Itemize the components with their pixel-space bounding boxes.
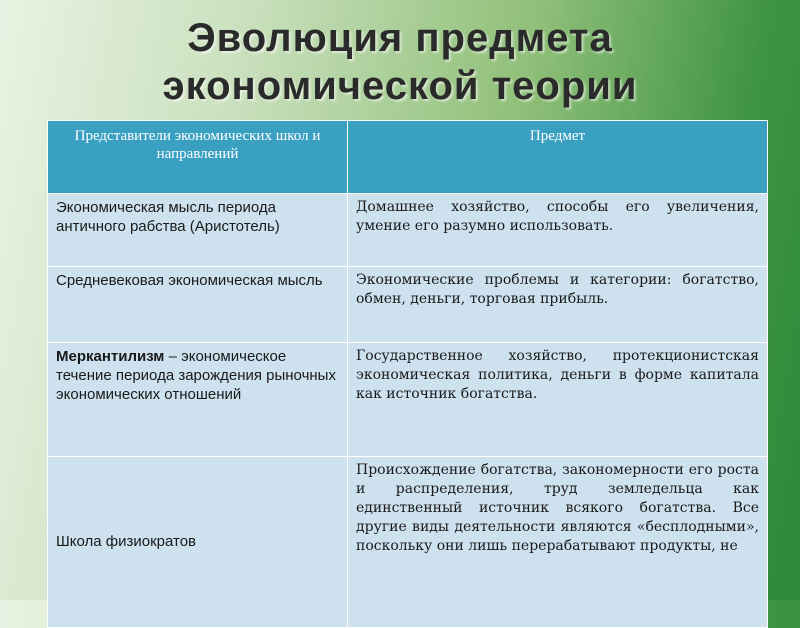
- table-header-row: [48, 121, 768, 194]
- subject-cell: Происхождение богатства, закономерности его роста и распределения, труд земледельца как единственный источник всякого богатства. Все другие виды деятельности являются «бесплодными», поскольку они лишь перерабатывают продукты, не: [348, 457, 768, 628]
- school-cell: Школа физиократов: [48, 457, 348, 628]
- table-row: [48, 267, 768, 343]
- subject-cell: Экономические проблемы и категории: богатство, обмен, деньги, торговая прибыль.: [348, 267, 768, 343]
- subject-cell: Домашнее хозяйство, способы его увеличения, умение его разумно использовать.: [348, 194, 768, 267]
- school-cell: Экономическая мысль периода античного рабства (Аристотель): [48, 194, 348, 267]
- header-schools: Представители экономических школ и направлений: [48, 121, 348, 194]
- school-cell: Средневековая экономическая мысль: [48, 267, 348, 343]
- subject-cell: Государственное хозяйство, протекционистская экономическая политика, деньги в форме капитала как источник богатства.: [348, 343, 768, 457]
- table-row: [48, 194, 768, 267]
- table-row: [48, 343, 768, 457]
- school-description: – экономическое течение периода зарождения рыночных экономических отношений: [56, 348, 336, 403]
- slide-title-line-1: Эволюция предмета: [187, 16, 613, 60]
- table-row: [48, 457, 768, 628]
- slide-title-line-2: экономической теории: [162, 64, 638, 108]
- header-subject: Предмет: [348, 121, 768, 194]
- comparison-table: [47, 120, 768, 628]
- school-name-bold: Меркантилизм: [56, 348, 165, 365]
- slide-title: [0, 14, 800, 110]
- school-cell: [48, 343, 348, 457]
